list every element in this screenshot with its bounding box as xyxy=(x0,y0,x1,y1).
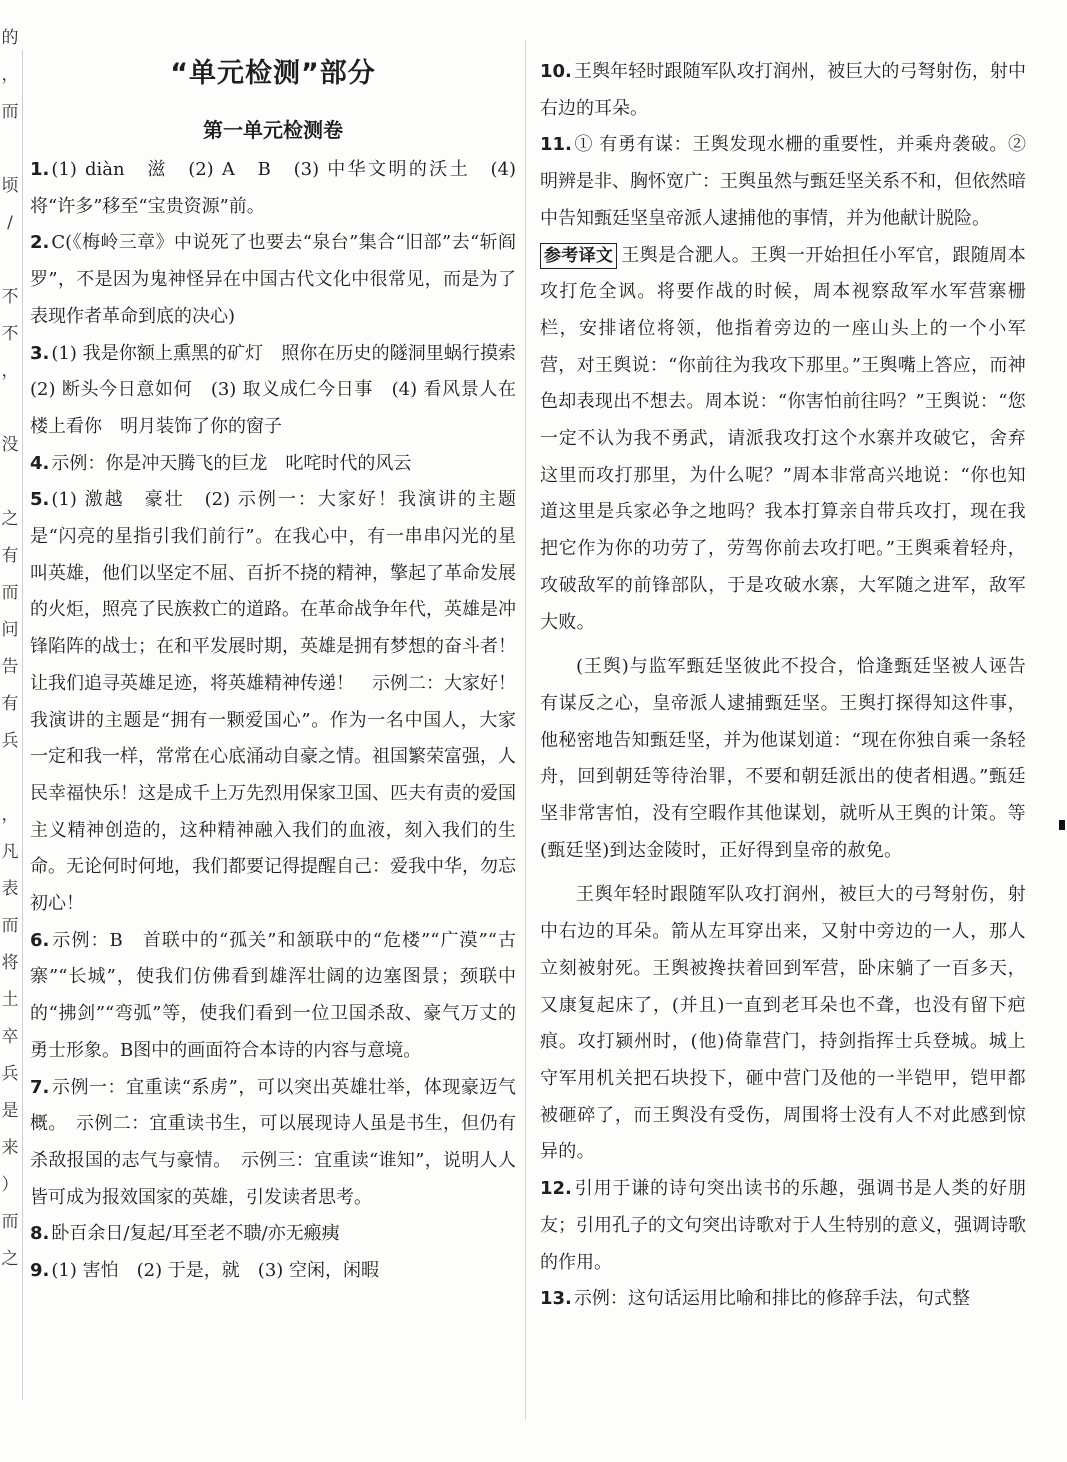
answer-item-12 xyxy=(540,1171,1026,1281)
edge-char: 有 xyxy=(1,546,19,566)
item-text: 卧百余日/复起/耳至老不聩/亦无瘢痍 xyxy=(51,1223,340,1245)
item-number: 8. xyxy=(30,1223,50,1245)
gutter-line xyxy=(22,50,23,1400)
item-text: ① 有勇有谋：王舆发现水栅的重要性，并乘舟袭破。② 明辨是非、胸怀宽广：王舆虽然与甄廷坚关系不和，但依然暗中告知甄廷坚皇帝派人逮捕他的事情，并为他献计脱险。 xyxy=(540,134,1026,229)
edge-char: 而 xyxy=(1,583,19,603)
edge-char: ） xyxy=(1,1175,19,1195)
edge-char: 来 xyxy=(1,1138,19,1158)
edge-char xyxy=(0,760,20,797)
item-number: 3. xyxy=(30,342,50,364)
item-text: 王舆年轻时跟随军队攻打润州，被巨大的弓弩射伤，射中右边的耳朵。 xyxy=(540,61,1026,119)
item-text: 示例：这句话运用比喻和排比的修辞手法，句式整 xyxy=(573,1288,970,1310)
item-number: 1. xyxy=(30,159,50,180)
item-number: 7. xyxy=(30,1076,50,1098)
left-column xyxy=(30,52,534,1290)
edge-char: 土 xyxy=(1,990,19,1010)
item-text: (1) diàn 滋 (2) A B (3) 中华文明的沃土 (4) 将“许多”移至“宝贵资源”前。 xyxy=(30,159,516,217)
item-number: 12. xyxy=(540,1178,572,1200)
unit-title: 第一单元检测卷 xyxy=(203,118,343,142)
answer-item-9 xyxy=(30,1253,516,1290)
column-divider xyxy=(525,40,526,1420)
edge-char xyxy=(0,390,20,427)
answer-item-13 xyxy=(540,1281,1026,1318)
item-number: 6. xyxy=(30,929,50,951)
item-number: 5. xyxy=(30,489,50,511)
page-mark xyxy=(1059,820,1065,830)
item-text: (1) 我是你额上熏黑的矿灯 照你在历史的隧洞里蜗行摸索 (2) 断头今日意如何 (3) 取义成仁今日事 (4) 看风景人在楼上看你 明月装饰了你的窗子 xyxy=(30,342,534,437)
edge-char: 兵 xyxy=(1,731,19,751)
answer-item-6 xyxy=(30,923,516,1070)
edge-char: 的 xyxy=(1,28,19,48)
edge-char xyxy=(0,242,20,279)
item-text: (1) 激越 豪壮 (2) 示例一：大家好！我演讲的主题是“闪亮的星指引我们前行”。在我心中，有一串串闪光的星叫英雄，他们以坚定不屈、百折不挠的精神，擎起了革命发展的火炬，照亮了民族救亡的道路。在革命战争年代，英雄是冲锋陷阵的战士；在和平发展时期，英雄是拥有梦想的奋斗者！让我们追寻英雄足迹，将英雄精神传递！ 示例二：大家好！我演讲的主题是“拥有一颗爱国心”。作为一名中国人，大家一定和我一样，常常在心底涌动自豪之情。祖国繁荣富强，人民幸福快乐！这是成千上万先烈用保家卫国、匹夫有责的爱国主义精神创造的，这种精神融入我们的血液，刻入我们的生命。无论何时何地，我们都要记得提醒自己：爱我中华，勿忘初心！ xyxy=(30,489,516,915)
answer-item-2 xyxy=(30,225,516,335)
edge-char: 而 xyxy=(1,916,19,936)
reference-paragraph-1: 王舆是合淝人。王舆一开始担任小军官，跟随周本攻打危全讽。将要作战的时候，周本视察敌军水军营寨栅栏，安排诸位将领，他指着旁边的一座山头上的一个小军营，对王舆说：“你前往为我攻下那里。”王舆嘴上答应，而神色却表现出不想去。周本说：“你害怕前往吗？”王舆说：“您一定不认为我不勇武，请派我攻打这个水寨并攻破它，舍弃这里而攻打那里，为什么呢？”周本非常高兴地说：“你也知道这里是兵家必争之地吗？我本打算亲自带兵攻打，现在我把它作为你的功劳了，劳驾你前去攻打吧。”王舆乘着轻舟，攻破敌军的前锋部队，于是攻破水寨，大军随之进军，敌军大败。 xyxy=(540,244,1027,633)
edge-char: 是 xyxy=(1,1101,19,1121)
edge-char: 凡 xyxy=(1,842,19,862)
edge-char: 将 xyxy=(1,953,19,973)
edge-char xyxy=(0,131,20,168)
edge-char: 不 xyxy=(1,287,19,307)
edge-char: ， xyxy=(1,805,19,825)
edge-char: 之 xyxy=(1,509,19,529)
item-text: (1) 害怕 (2) 于是，就 (3) 空闲，闲暇 xyxy=(51,1260,380,1282)
left-edge-fragment xyxy=(0,20,22,1440)
item-text: 引用于谦的诗句突出读书的乐趣，强调书是人类的好朋友；引用孔子的文句突出诗歌对于人生特别的意义，强调诗歌的作用。 xyxy=(540,1178,1026,1273)
item-number: 13. xyxy=(540,1288,572,1310)
answer-item-11 xyxy=(540,127,1026,237)
edge-char: 有 xyxy=(1,694,19,714)
item-text: 示例：B 首联中的“孤关”和颔联中的“危楼”“广漠”“古寨”“长城”，使我们仿佛看到雄浑壮阔的边塞图景；颈联中的“拂剑”“弯弧”等，使我们看到一位卫国杀敌、豪气万丈的勇士形象。B图中的画面符合本诗的内容与意境。 xyxy=(30,929,516,1061)
section-title: “单元检测”部分 xyxy=(170,58,376,89)
edge-char: 不 xyxy=(1,324,19,344)
edge-char: 告 xyxy=(1,657,19,677)
edge-char: 而 xyxy=(1,1212,19,1232)
edge-char: 没 xyxy=(1,435,19,455)
answer-item-4 xyxy=(30,446,516,483)
item-text: C(《梅岭三章》中说死了也要去“泉台”集合“旧部”去“斩阎罗”，不是因为鬼神怪异在中国古代文化中很常见，而是为了表现作者革命到底的决心) xyxy=(30,232,516,327)
answer-item-10 xyxy=(540,54,1026,127)
item-number: 2. xyxy=(30,232,50,254)
answer-item-7 xyxy=(30,1070,516,1217)
edge-char: / xyxy=(7,213,13,233)
edge-char: 问 xyxy=(1,620,19,640)
item-number: 10. xyxy=(540,61,572,82)
item-text: 示例：你是冲天腾飞的巨龙 叱咤时代的风云 xyxy=(51,452,412,474)
item-number: 11. xyxy=(540,134,572,156)
item-number: 9. xyxy=(30,1260,50,1282)
edge-char: ， xyxy=(1,361,19,381)
reference-label: 参考译文 xyxy=(540,243,617,269)
edge-char: ， xyxy=(1,65,19,85)
answer-item-3 xyxy=(30,336,534,446)
reference-translation xyxy=(540,238,1026,642)
reference-paragraph-3: 王舆年轻时跟随军队攻打润州，被巨大的弓弩射伤，射中右边的耳朵。箭从左耳穿出来，又射中旁边的一人，那人立刻被射死。王舆被搀扶着回到军营，卧床躺了一百多天，又康复起床了，(并且)一直到老耳朵也不聋，也没有留下疤痕。攻打颍州时，(他)倚靠营门，持剑指挥士兵登城。城上守军用机关把石块投下，砸中营门及他的一半铠甲，铠甲都被砸碎了，而王舆没有受伤，周围将士没有人不对此感到惊异的。 xyxy=(540,884,1026,1163)
edge-char: 卒 xyxy=(1,1027,19,1047)
answer-item-5 xyxy=(30,482,516,922)
item-text: 示例一：宜重读“系虏”，可以突出英雄壮举，体现豪迈气概。 示例二：宜重读书生，可以展现诗人虽是书生，但仍有杀敌报国的志气与豪情。 示例三：宜重读“谁知”，说明人人皆可成为报效国家的英雄，引发读者思考。 xyxy=(30,1076,516,1208)
answer-item-8 xyxy=(30,1216,516,1253)
edge-char: 表 xyxy=(1,879,19,899)
reference-paragraph-2: (王舆)与监军甄廷坚彼此不投合，恰逢甄廷坚被人诬告有谋反之心，皇帝派人逮捕甄廷坚。王舆打探得知这件事，他秘密地告知甄廷坚，并为他谋划道：“现在你独自乘一条轻舟，回到朝廷等待治罪，不要和朝廷派出的使者相遇。”甄廷坚非常害怕，没有空暇作其他谋划，就听从王舆的计策。等(甄廷坚)到达金陵时，正好得到皇帝的赦免。 xyxy=(540,656,1026,861)
right-column xyxy=(540,54,1026,1318)
answer-item-1 xyxy=(30,152,516,225)
edge-char: 顷 xyxy=(1,176,19,196)
item-number: 4. xyxy=(30,452,50,474)
edge-char: 兵 xyxy=(1,1064,19,1084)
edge-char: 之 xyxy=(1,1249,19,1269)
edge-char: 而 xyxy=(1,102,19,122)
edge-char xyxy=(0,464,20,501)
